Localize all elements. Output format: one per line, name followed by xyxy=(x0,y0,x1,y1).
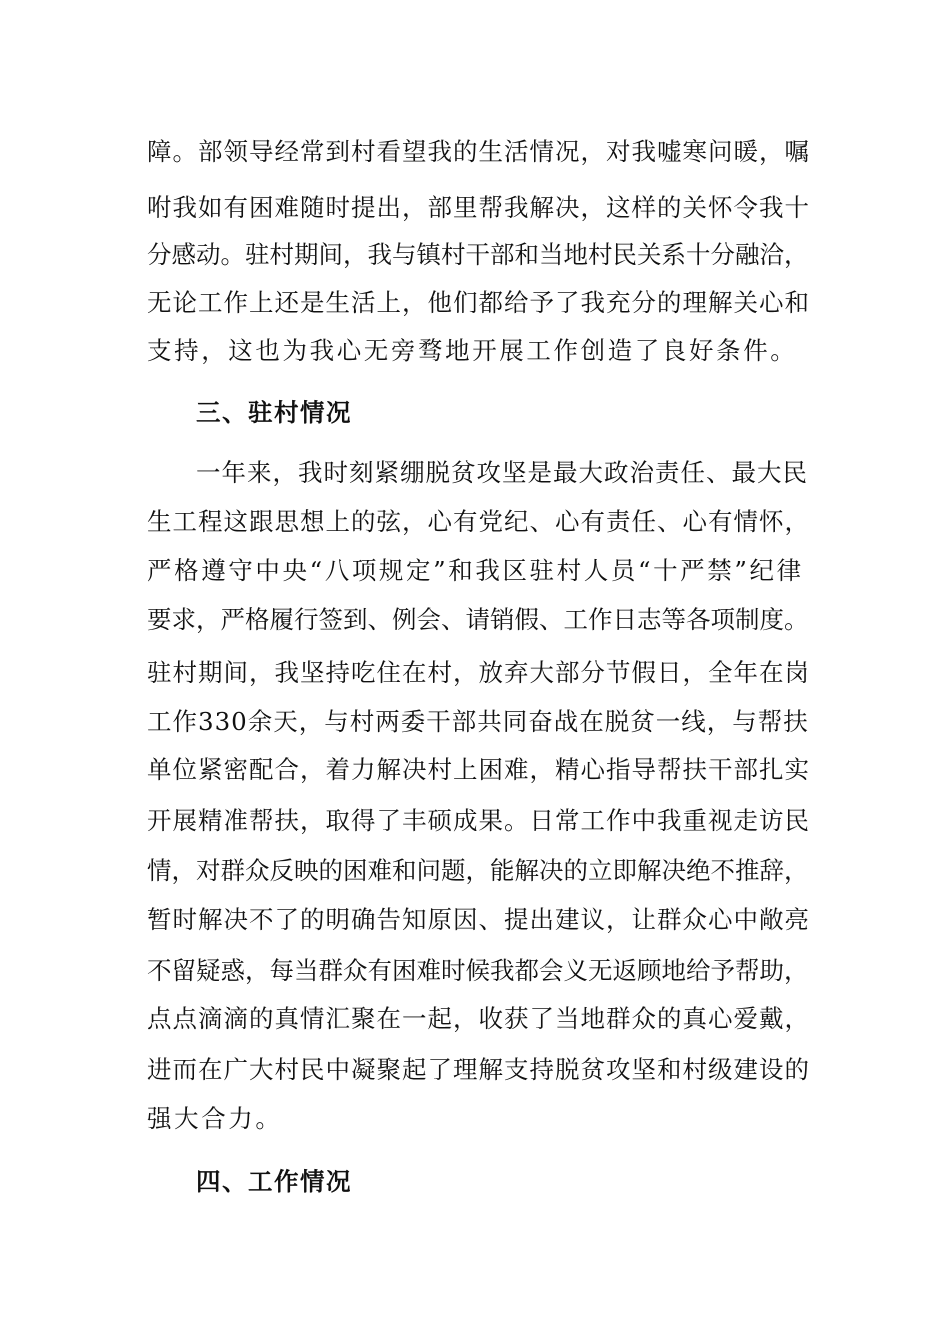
section-3-heading: 三、驻村情况 xyxy=(196,398,352,427)
paragraph-2-line-3: 严格遵守中央“八项规定”和我区驻村人员“十严禁”纪律 xyxy=(147,556,804,585)
paragraph-2-line-14: 强大合力。 xyxy=(147,1104,283,1133)
paragraph-2-line-13: 进而在广大村民中凝聚起了理解支持脱贫攻坚和村级建设的 xyxy=(147,1055,810,1084)
paragraph-2-line-6: 工作330余天，与村两委干部共同奋战在脱贫一线，与帮扶 xyxy=(147,707,809,736)
paragraph-2-line-4: 要求，严格履行签到、例会、请销假、工作日志等各项制度。 xyxy=(147,605,809,634)
paragraph-2-line-8: 开展精准帮扶，取得了丰硕成果。日常工作中我重视走访民 xyxy=(147,806,810,835)
paragraph-2-line-10: 暂时解决不了的明确告知原因、提出建议，让群众心中敞亮 xyxy=(147,905,810,934)
paragraph-1-line-2: 咐我如有困难随时提出，部里帮我解决，这样的关怀令我十 xyxy=(147,193,810,222)
paragraph-2-line-11: 不留疑惑，每当群众有困难时候我都会义无返顾地给予帮助， xyxy=(147,956,809,985)
paragraph-1-line-1: 障。部领导经常到村看望我的生活情况，对我嘘寒问暖，嘱 xyxy=(147,137,810,166)
paragraph-2-line-9: 情，对群众反映的困难和问题，能解决的立即解决绝不推辞， xyxy=(147,856,809,885)
paragraph-2-line-7: 单位紧密配合，着力解决村上困难，精心指导帮扶干部扎实 xyxy=(147,755,810,784)
paragraph-2-line-1: 一年来，我时刻紧绷脱贫攻坚是最大政治责任、最大民 xyxy=(196,458,808,487)
section-4-heading: 四、工作情况 xyxy=(196,1167,352,1196)
paragraph-2-line-2: 生工程这跟思想上的弦，心有党纪、心有责任、心有情怀， xyxy=(147,507,810,536)
paragraph-2-line-12: 点点滴滴的真情汇聚在一起，收获了当地群众的真心爱戴， xyxy=(147,1004,810,1033)
paragraph-1-line-5: 支持，这也为我心无旁骛地开展工作创造了良好条件。 xyxy=(147,336,798,365)
paragraph-1-line-4: 无论工作上还是生活上，他们都给予了我充分的理解关心和 xyxy=(147,288,810,317)
paragraph-1-line-3: 分感动。驻村期间，我与镇村干部和当地村民关系十分融洽， xyxy=(147,240,809,269)
paragraph-2-line-5: 驻村期间，我坚持吃住在村，放弃大部分节假日，全年在岗 xyxy=(147,658,810,687)
